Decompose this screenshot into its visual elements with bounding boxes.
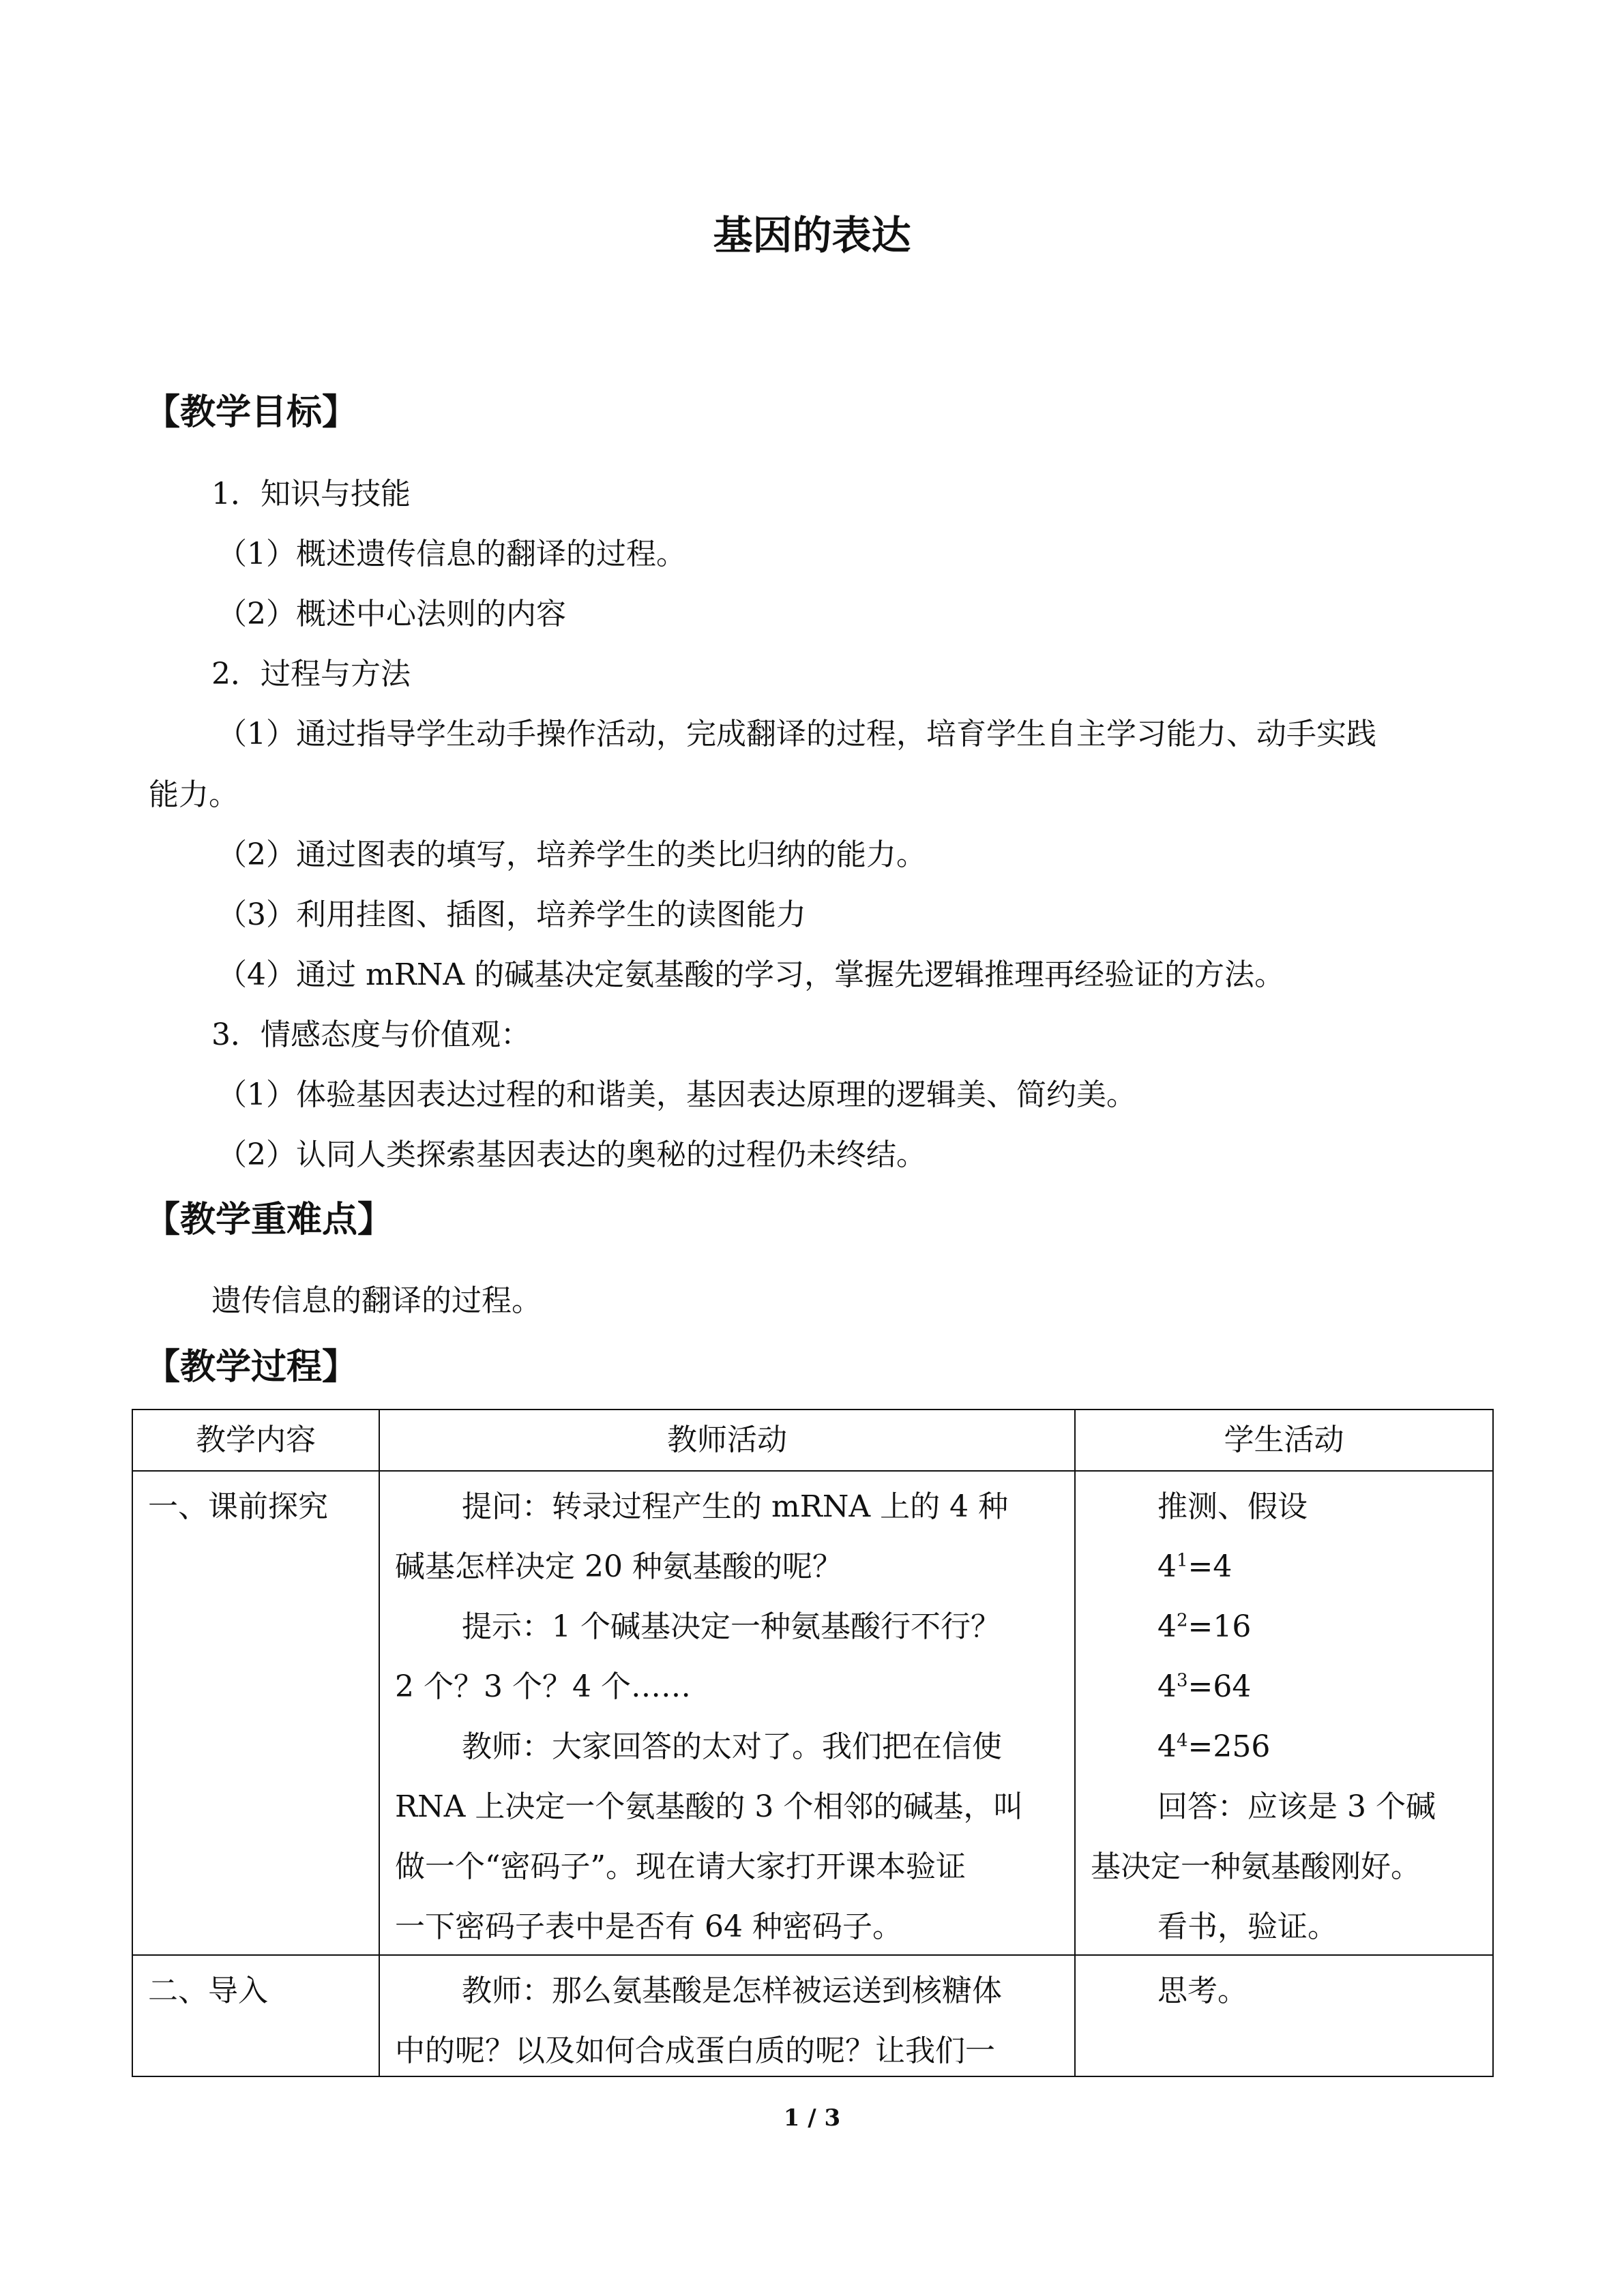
teacher-line: 提问：转录过程产生的 mRNA 上的 4 种 (462, 1489, 1009, 1524)
key-points-heading: 【教学重难点】 (145, 1199, 394, 1240)
objective-line: 3．情感态度与价值观： (211, 1017, 531, 1052)
power-base: 4 (1157, 1729, 1177, 1764)
objectives-heading: 【教学目标】 (145, 391, 358, 433)
power-exponent: 3 (1177, 1670, 1188, 1691)
table-row (132, 1955, 1493, 2076)
objective-line: 能力。 (149, 777, 239, 812)
power-exponent: 1 (1177, 1550, 1188, 1571)
teacher-line: 提示：1 个碱基决定一种氨基酸行不行？ (462, 1609, 1001, 1644)
power-result: =64 (1187, 1669, 1252, 1704)
teacher-line: 教师：那么氨基酸是怎样被运送到核糖体 (462, 1973, 1002, 2008)
page-number: 1 / 3 (783, 2104, 841, 2132)
objective-line: （1）通过指导学生动手操作活动，完成翻译的过程，培育学生自主学习能力、动手实践 (217, 717, 1376, 751)
objective-line: 2．过程与方法 (211, 657, 411, 691)
power-exponent: 2 (1177, 1610, 1188, 1631)
process-heading: 【教学过程】 (145, 1346, 358, 1388)
teacher-line: 做一个“密码子”。现在请大家打开课本验证 (395, 1849, 966, 1884)
table-row (132, 1471, 1493, 1955)
teacher-line: RNA 上决定一个氨基酸的 3 个相邻的碱基，叫 (395, 1789, 1024, 1824)
teacher-line: 2 个？3 个？4 个…… (395, 1669, 691, 1704)
row1-student-cell (1075, 1471, 1493, 1955)
row1-teacher-cell (379, 1471, 1075, 1955)
power-base: 4 (1157, 1549, 1177, 1584)
teacher-line: 碱基怎样决定 20 种氨基酸的呢？ (395, 1549, 842, 1584)
objective-line: （3）利用挂图、插图，培养学生的读图能力 (217, 897, 806, 932)
teacher-line: 中的呢？以及如何合成蛋白质的呢？让我们一 (395, 2033, 995, 2068)
row2-student-cell (1075, 1955, 1493, 2076)
document-title: 基因的表达 (713, 212, 911, 258)
power-result: =16 (1187, 1609, 1252, 1644)
row2-content: 二、导入 (148, 1973, 268, 2008)
student-verify: 看书，验证。 (1157, 1909, 1338, 1944)
header-content: 教学内容 (132, 1410, 379, 1471)
power-expression (1157, 1727, 1270, 1768)
row2-content-cell (132, 1955, 379, 2076)
teacher-line: 一下密码子表中是否有 64 种密码子。 (395, 1909, 902, 1944)
student-think: 思考。 (1157, 1973, 1247, 2008)
power-base: 4 (1157, 1609, 1177, 1644)
objective-line: （2）概述中心法则的内容 (217, 597, 566, 631)
power-result: =256 (1187, 1729, 1271, 1764)
objective-line: （1）概述遗传信息的翻译的过程。 (217, 537, 686, 571)
header-teacher: 教师活动 (379, 1410, 1075, 1471)
student-answer: 基决定一种氨基酸刚好。 (1091, 1849, 1421, 1884)
objective-line: （1）体验基因表达过程的和谐美，基因表达原理的逻辑美、简约美。 (217, 1077, 1136, 1112)
power-expression (1157, 1547, 1232, 1587)
power-exponent: 4 (1177, 1730, 1188, 1751)
lesson-table (132, 1409, 1494, 2077)
table-header-row (132, 1410, 1493, 1471)
key-points-text: 遗传信息的翻译的过程。 (211, 1283, 542, 1318)
student-answer: 回答：应该是 3 个碱 (1157, 1789, 1436, 1824)
objective-line: （4）通过 mRNA 的碱基决定氨基酸的学习，掌握先逻辑推理再经验证的方法。 (217, 957, 1285, 992)
power-result: =4 (1187, 1549, 1232, 1584)
power-expression (1157, 1667, 1251, 1708)
student-guess: 推测、假设 (1157, 1489, 1308, 1524)
header-student: 学生活动 (1075, 1410, 1493, 1471)
row1-content-cell (132, 1471, 379, 1955)
objective-line: （2）认同人类探索基因表达的奥秘的过程仍未终结。 (217, 1137, 926, 1172)
teacher-line: 教师：大家回答的太对了。我们把在信使 (462, 1729, 1002, 1764)
objective-line: 1．知识与技能 (211, 477, 411, 511)
objective-line: （2）通过图表的填写，培养学生的类比归纳的能力。 (217, 837, 926, 872)
row1-content: 一、课前探究 (148, 1489, 328, 1524)
row2-teacher-cell (379, 1955, 1075, 2076)
power-base: 4 (1157, 1669, 1177, 1704)
power-expression (1157, 1607, 1251, 1648)
